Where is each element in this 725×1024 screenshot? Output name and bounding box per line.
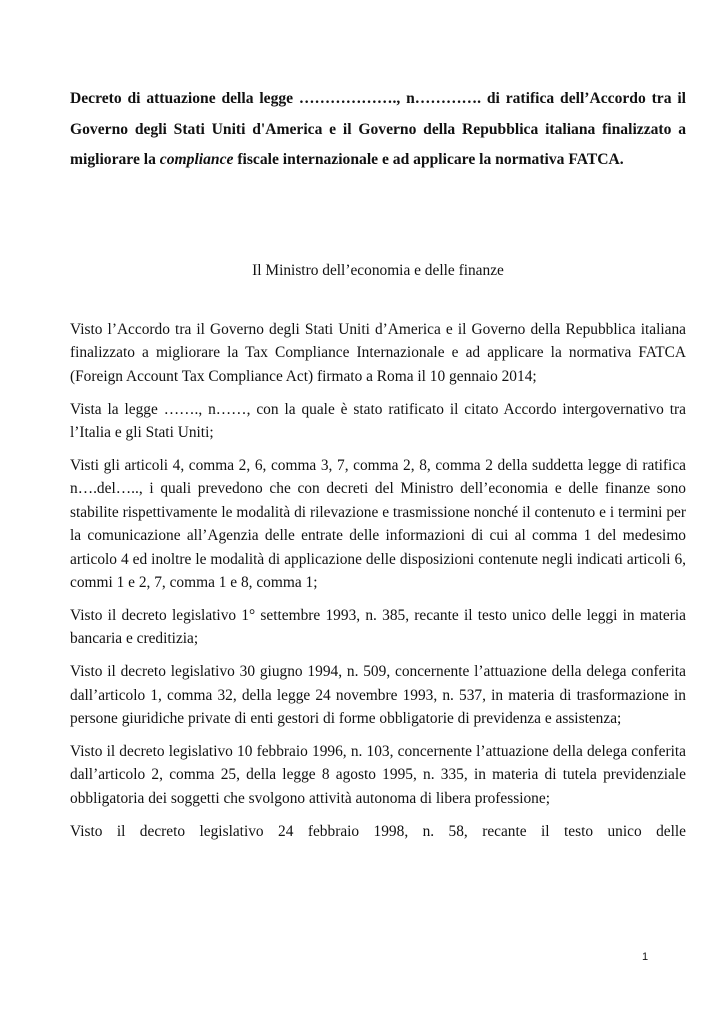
document-body <box>70 318 686 853</box>
title-text: Decreto di attuazione della legge ………………., n…………. di ratifica dell’Accordo tra il Governo degli Stati Uniti d'America e il Governo della Repubblica italiana finalizzato a migliorare la <box>70 90 686 168</box>
paragraph-vista-legge: Vista la legge ……., n……, con la quale è stato ratificato il citato Accordo intergovernativo tra l’Italia e gli Stati Uniti; <box>70 400 686 442</box>
document-title <box>70 84 686 176</box>
paragraph-dlgs-385-1993: Visto il decreto legislativo 1° settembre 1993, n. 385, recante il testo unico delle leggi in materia bancaria e creditizia; <box>70 606 686 648</box>
page-number: 1 <box>641 951 649 963</box>
paragraph-dlgs-58-1998: Visto il decreto legislativo 24 febbraio 1998, n. 58, recante il testo unico delle <box>70 822 686 840</box>
title-text-end: fiscale internazionale e ad applicare la normativa FATCA. <box>233 151 624 168</box>
issuing-authority: Il Ministro dell’economia e delle finanze <box>252 262 504 279</box>
paragraph-dlgs-103-1996: Visto il decreto legislativo 10 febbraio 1996, n. 103, concernente l’attuazione della delega conferita dall’articolo 2, comma 25, della legge 8 agosto 1995, n. 335, in materia di tutela previdenziale obbligatoria dei soggetti che svolgono attività autonoma di libera professione; <box>70 743 686 807</box>
paragraph-dlgs-509-1994: Visto il decreto legislativo 30 giugno 1994, n. 509, concernente l’attuazione della delega conferita dall’articolo 1, comma 32, della legge 24 novembre 1993, n. 537, in materia di trasformazione in persone giuridiche private di enti gestori di forme obbligatorie di previdenza e assistenza; <box>70 663 686 728</box>
paragraph-visti-articoli: Visti gli articoli 4, comma 2, 6, comma 3, 7, comma 2, 8, comma 2 della suddetta legge di ratifica n….del….., i quali prevedono che con decreti del Ministro dell’economia e delle finanze sono stabilite rispettivamente le modalità di rilevazione e trasmissione nonché il contenuto e i termini per la comunicazione all’Agenzia delle entrate delle informazioni di cui al comma 1 del medesimo articolo 4 ed inoltre le modalità di applicazione delle disposizioni contenute negli indicati articoli 6, commi 1 e 2, 7, comma 1 e 8, comma 1; <box>70 457 686 592</box>
paragraph-visto-accordo: Visto l’Accordo tra il Governo degli Stati Uniti d’America e il Governo della Repubblica italiana finalizzato a migliorare la Tax Compliance Internazionale e ad applicare la normativa FATCA (Foreign Account Tax Compliance Act) firmato a Roma il 10 gennaio 2014; <box>70 321 686 385</box>
title-italic-term: compliance <box>159 151 234 168</box>
